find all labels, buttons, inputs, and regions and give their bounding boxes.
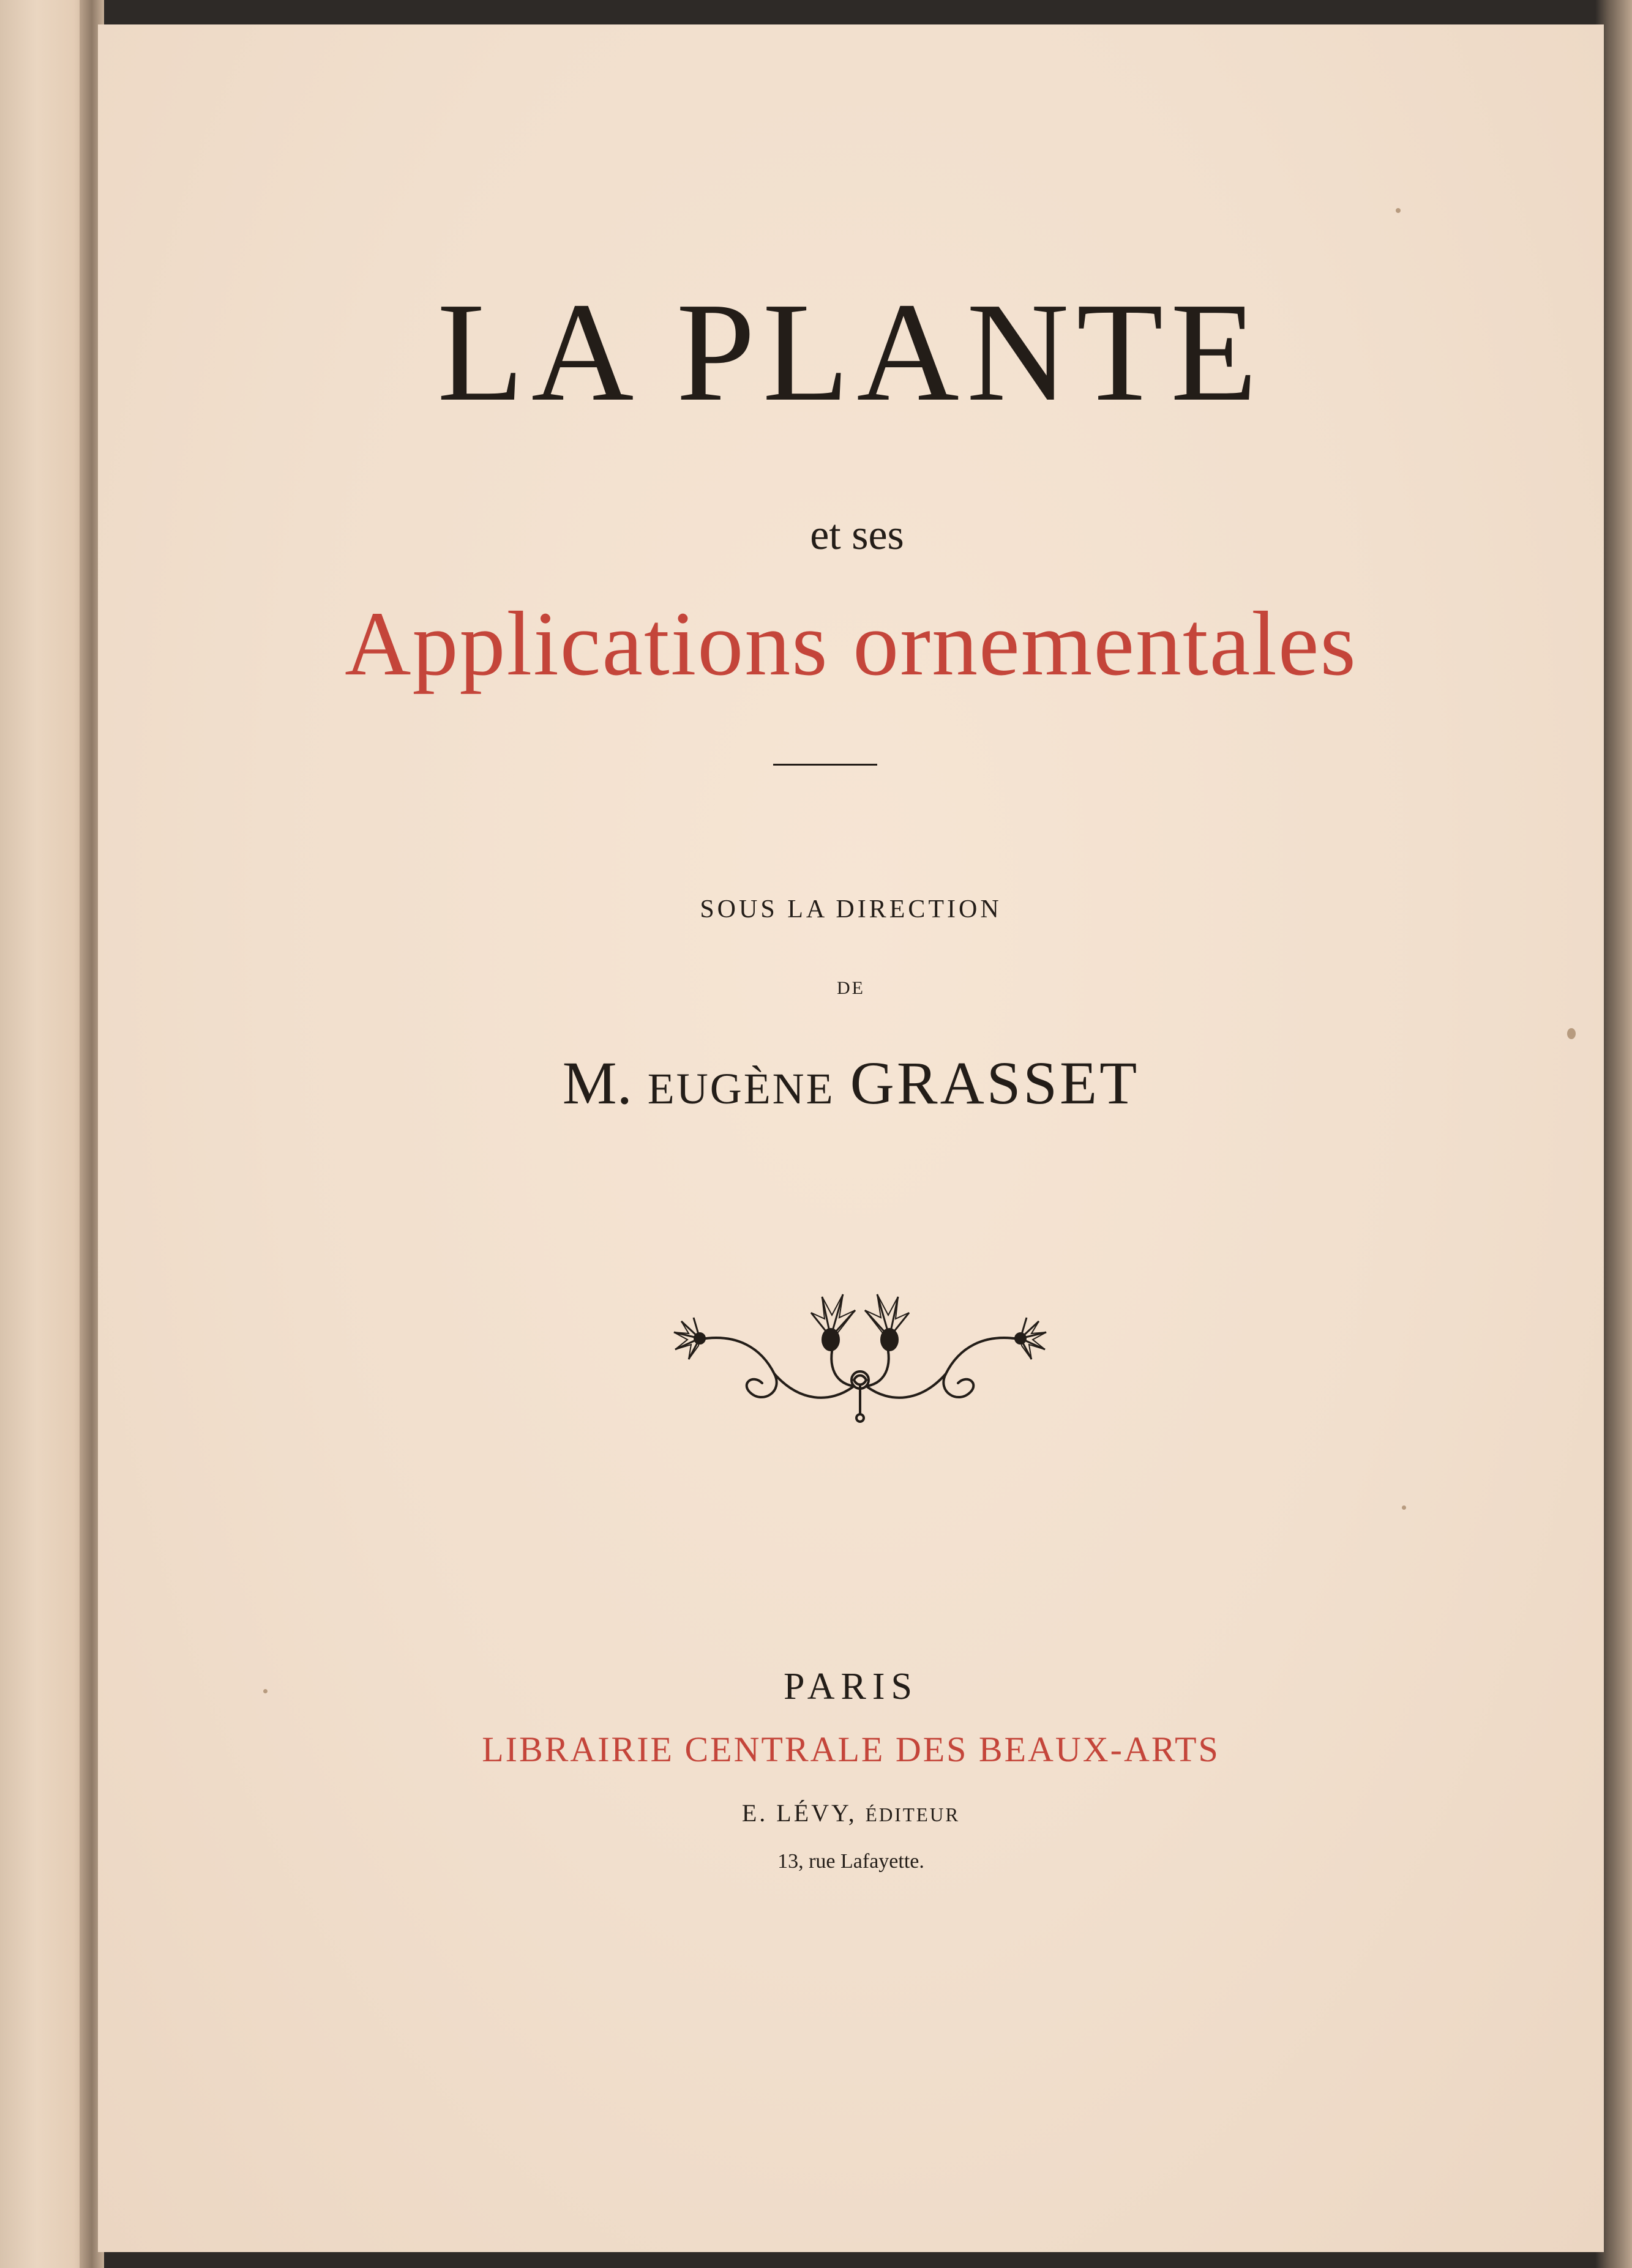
- paper-speck: [1402, 1505, 1406, 1510]
- author-line: [98, 1049, 1604, 1117]
- editor-role: ÉDITEUR: [865, 1804, 960, 1826]
- author-first-name: EUGÈNE: [647, 1064, 835, 1113]
- direction-de: DE: [837, 978, 865, 998]
- book-subtitle: Applications ornementales: [345, 593, 1357, 695]
- paper-speck: [263, 1689, 268, 1693]
- author-last-name: GRASSET: [850, 1049, 1140, 1117]
- title-connector: et ses: [810, 512, 904, 559]
- imprint-publisher: LIBRAIRIE CENTRALE DES BEAUX-ARTS: [482, 1729, 1220, 1769]
- imprint-editor: [98, 1801, 1604, 1826]
- direction-credit: SOUS LA DIRECTION: [700, 895, 1002, 923]
- title-rule-divider: [773, 764, 877, 766]
- author-prefix: M.: [562, 1049, 632, 1117]
- floral-ornament-icon: [670, 1282, 1050, 1423]
- imprint-address: 13, rue Lafayette.: [777, 1850, 924, 1873]
- title-page: [98, 24, 1604, 2252]
- imprint-city: PARIS: [783, 1666, 919, 1707]
- book-title: LA PLANTE: [437, 274, 1265, 431]
- editor-name: E. LÉVY,: [741, 1799, 857, 1827]
- paper-speck: [1396, 208, 1401, 213]
- paper-speck: [1567, 1028, 1576, 1039]
- previous-leaf-edge: [0, 0, 92, 2268]
